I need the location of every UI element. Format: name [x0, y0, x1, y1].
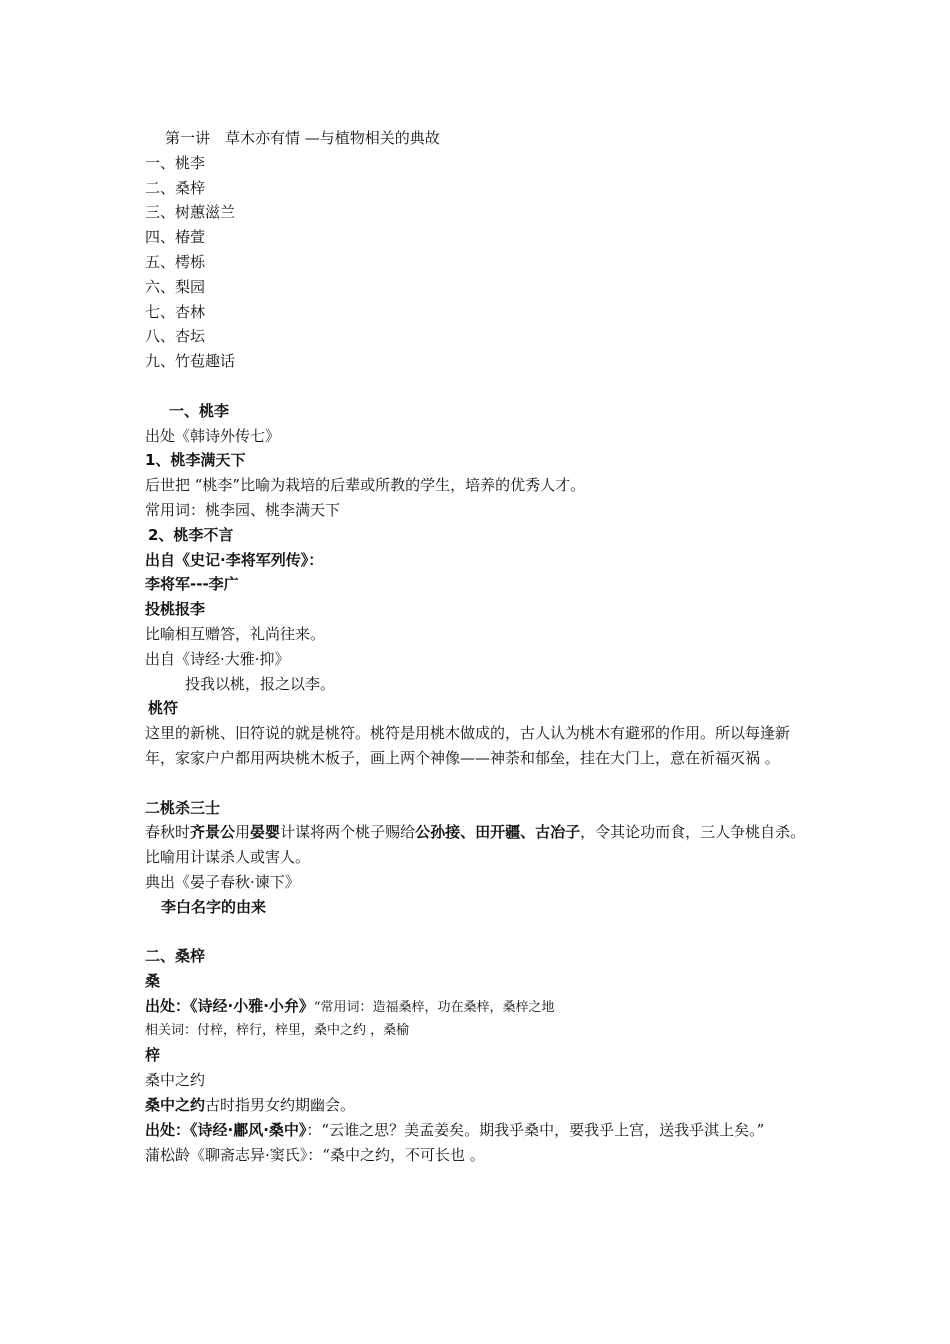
toc-item: 二、桑梓: [145, 178, 206, 197]
paragraph: 这里的新桃、旧符说的就是桃符。桃符是用桃木做成的，古人认为桃木有避邪的作用。所以每逢新年，家家户户都用两块桃木板子，画上两个神像——神荼和郁垒，挂在大门上，意在祈福灭祸 。: [145, 724, 791, 767]
paragraph: 比喻相互赠答，礼尚往来。: [145, 624, 326, 643]
text-run-bold: 公孙接、田开疆、古冶子: [415, 823, 581, 842]
text-run-bold: 出处：《诗经·小雅·小弁》: [145, 996, 314, 1015]
lecture-title: 第一讲 草木亦有情 —与植物相关的典故: [165, 129, 440, 147]
paragraph: 相关词：付梓，梓行，梓里，桑中之约 ，桑榆: [145, 1022, 410, 1038]
source-line: 出自《诗经·大雅·抑》: [145, 649, 290, 668]
spacer: [145, 374, 815, 399]
subheading: 1、桃李满天下: [145, 451, 246, 470]
text-run: 春秋时: [145, 823, 191, 842]
paragraph: 桑中之约: [145, 1071, 206, 1090]
text-run-bold: 桑中之约: [145, 1096, 206, 1115]
text-run: “常用词：造福桑梓，功在桑梓，桑梓之地: [313, 999, 555, 1015]
source-line: 典出《晏子春秋·谏下》: [145, 872, 300, 891]
text-run: 古时指男女约期幽会。: [205, 1096, 356, 1115]
text-run-bold: 出处：《诗经·鄘风·桑中》: [145, 1120, 307, 1139]
document-body: [145, 126, 815, 1167]
toc-item: 四、椿萱: [145, 228, 206, 247]
source-line: 出处《韩诗外传七》: [145, 426, 281, 445]
subheading: 梓: [145, 1046, 161, 1065]
text-run: 用: [235, 823, 251, 842]
subheading: 投桃报李: [145, 600, 206, 619]
subheading: 2、桃李不言: [148, 525, 234, 544]
spacer: [145, 920, 815, 945]
text-run: ，令其论功而食，三人争桃自杀。比喻用计谋杀人或害人。: [145, 823, 806, 867]
quote-line: 投我以桃，报之以李。: [185, 674, 336, 693]
table-of-contents: [145, 151, 815, 374]
paragraph: 蒲松龄《聊斋志异·窦氏》：“桑中之约，不可长也 。: [145, 1145, 485, 1164]
section-heading: 二、桑梓: [145, 947, 206, 966]
subheading: 桃符: [148, 699, 179, 718]
text-run: ：“云谁之思？美孟姜矣。期我乎桑中，要我乎上宫，送我乎淇上矣。”: [306, 1120, 765, 1139]
subheading: 二桃杀三士: [145, 798, 221, 817]
text-run-bold: 齐景公: [190, 823, 236, 842]
toc-item: 九、竹苞趣话: [145, 352, 236, 371]
paragraph: 后世把 “桃李”比喻为栽培的后辈或所教的学生，培养的优秀人才。: [145, 476, 586, 495]
paragraph: [145, 1093, 815, 1118]
toc-item: 七、杏林: [145, 302, 206, 321]
subheading: 李白名字的由来: [161, 897, 267, 916]
spacer: [145, 771, 815, 796]
source-line: [145, 994, 815, 1019]
paragraph: 常用词：桃李园、桃李满天下: [145, 500, 341, 519]
subheading: 李将军---李广: [145, 575, 239, 594]
toc-item: 六、梨园: [145, 277, 206, 296]
source-line: 出自《史记·李将军列传》：: [145, 550, 324, 569]
section-heading: 一、桃李: [169, 401, 230, 420]
paragraph: [145, 1118, 815, 1143]
subheading: 桑: [145, 972, 161, 991]
toc-item: 三、树蕙滋兰: [145, 203, 236, 222]
paragraph: [145, 820, 815, 870]
text-run-bold: 晏婴: [250, 823, 281, 842]
toc-item: 八、杏坛: [145, 327, 206, 346]
text-run: 计谋将两个桃子赐给: [280, 823, 416, 842]
toc-item: 一、桃李: [145, 153, 206, 172]
toc-item: 五、樗栎: [145, 252, 206, 271]
